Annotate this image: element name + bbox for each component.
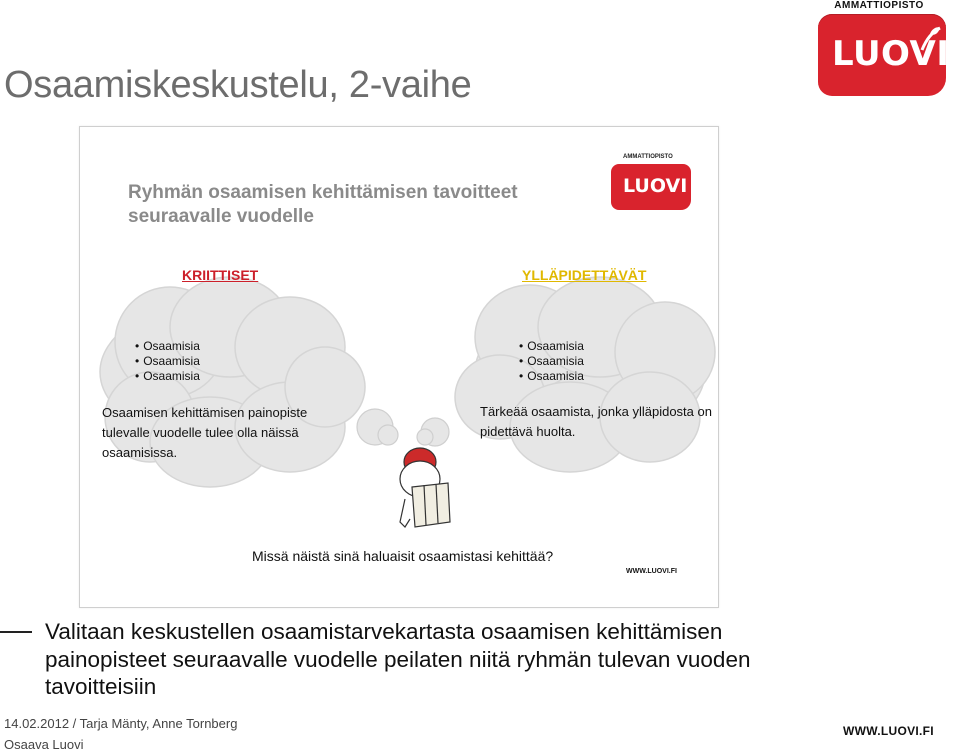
list-item: • Osaamisia <box>135 354 200 369</box>
slide-header-maintain: YLLÄPIDETTÄVÄT <box>522 267 647 283</box>
slide-title: Ryhmän osaamisen kehittämisen tavoitteet seuraavalle vuodelle <box>128 182 518 227</box>
luovi-logo <box>814 0 954 100</box>
list-item: • Osaamisia <box>519 369 584 384</box>
slide-url: WWW.LUOVI.FI <box>626 568 677 575</box>
logo-badge <box>818 14 950 96</box>
right-cloud-text: Tärkeää osaamista, jonka ylläpidosta on pidettävä huolta. <box>480 404 712 439</box>
slide-header-critical: KRIITTISET <box>182 267 259 283</box>
slide-logo-brand-small: AMMATTIOPISTO <box>623 154 673 160</box>
bullet-dash <box>0 631 32 633</box>
right-cloud <box>455 277 715 472</box>
logo-brand-main: LUOVI <box>832 34 950 74</box>
slide-logo-brand-main: LUOVI <box>623 175 688 197</box>
logo-brand-small: AMMATTIOPISTO <box>834 0 924 11</box>
list-item: • Osaamisia <box>135 369 200 384</box>
list-item: • Osaamisia <box>519 339 584 354</box>
footer-date-authors: 14.02.2012 / Tarja Mänty, Anne Tornberg <box>4 716 238 731</box>
logo-leaf-icon <box>918 24 942 54</box>
left-cloud-text: Osaamisen kehittämisen painopiste tulevalle vuodelle tulee olla näissä osaamisissa. <box>102 405 308 460</box>
slide-question: Missä näistä sinä haluaisit osaamistasi kehittää? <box>252 548 554 564</box>
embedded-slide <box>79 126 719 608</box>
list-item: • Osaamisia <box>519 354 584 369</box>
cloud-bubbles <box>357 409 449 446</box>
left-bullet-list <box>135 339 200 384</box>
body-text: Valitaan keskustellen osaamistarvekartasta osaamisen kehittämisen painopisteet seuraavalle vuodelle peilaten niitä ryhmän tulevan vuoden tavoitteisiin <box>45 619 751 699</box>
page-title: Osaamiskeskustelu, 2-vaihe <box>4 64 472 106</box>
list-item: • Osaamisia <box>135 339 200 354</box>
footer-url: WWW.LUOVI.FI <box>843 724 934 738</box>
cartoon-character <box>400 448 450 527</box>
right-bullet-list <box>519 339 584 384</box>
footer-org: Osaava Luovi <box>4 737 84 752</box>
